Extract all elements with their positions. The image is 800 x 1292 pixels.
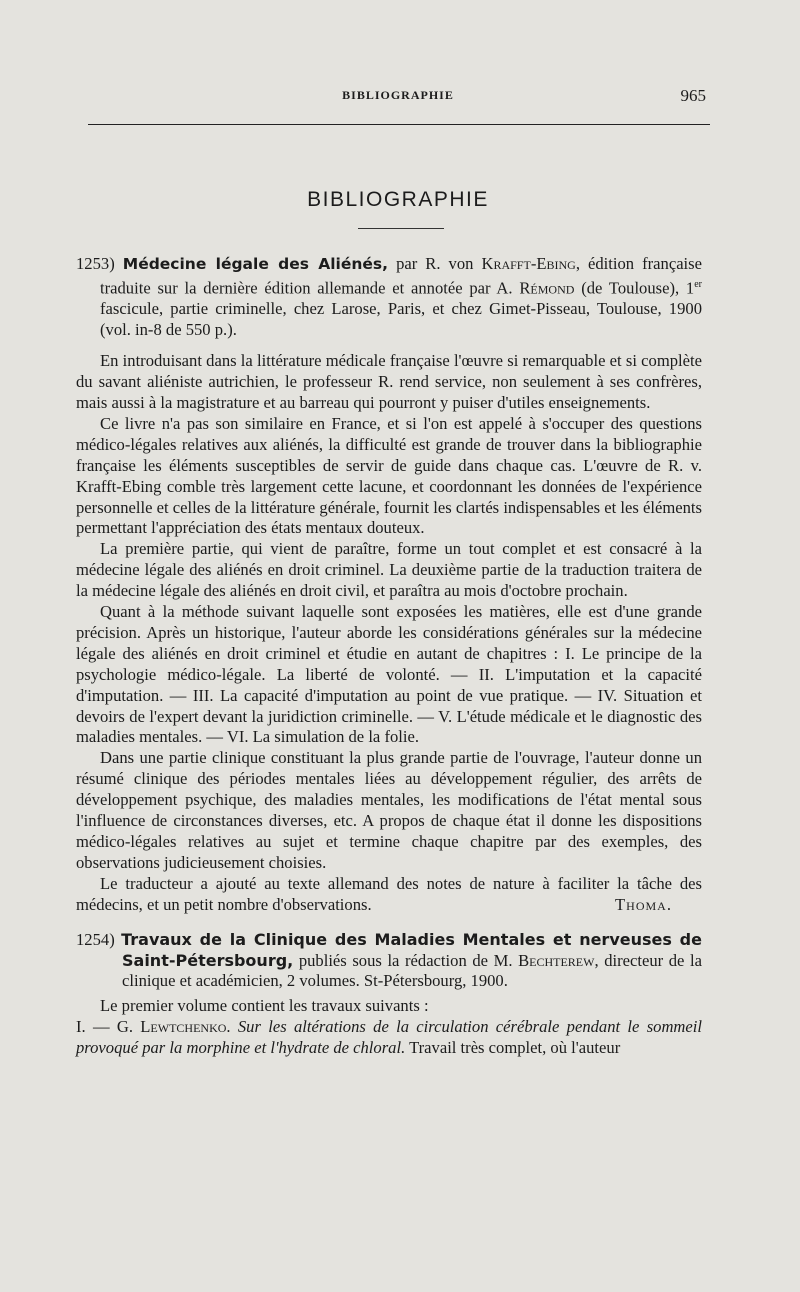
- citation-text: par R. von: [388, 254, 482, 273]
- entry-1254-citation: [76, 930, 702, 993]
- body-text: [76, 254, 702, 1059]
- entry-number: 1254): [76, 929, 115, 949]
- editor-name: Bechterew: [518, 950, 595, 970]
- section-title: BIBLIOGRAPHIE: [307, 188, 489, 211]
- citation-text: (de Toulouse), 1: [574, 278, 695, 298]
- paragraph: Le premier volume contient les travaux suivants :: [100, 996, 429, 1016]
- author-name: Krafft-Ebing: [481, 254, 576, 273]
- list-item: [76, 1017, 702, 1059]
- section-title-rule: [358, 228, 444, 229]
- citation-text: publiés sous la rédaction de M.: [293, 950, 519, 970]
- item-prefix: I. — G.: [76, 1017, 141, 1037]
- citation-text: fascicule, partie criminelle, chez Larose, Paris, et chez Gimet-Pisseau, Toulouse, 1900 (vol. in-8 de 550 p.).: [100, 299, 702, 340]
- item-rest: Travail très complet, où l'auteur: [405, 1038, 621, 1058]
- item-title: Sur les altérations de la circulation cérébrale pendant le sommeil provoqué par la morphine et l'hydrate de chloral.: [76, 1017, 703, 1058]
- item-sep: .: [226, 1017, 238, 1037]
- paragraph: Quant à la méthode suivant laquelle sont exposées les matières, elle est d'une grande précision. Après un historique, l'auteur aborde les considérations générales sur la médecine légale des aliénés en droit criminel et étudie en autant de chapitres : I. Le principe de la psychologie médico-légale. La liberté de volonté. — II. L'imputation et la capacité d'imputation. — III. La capacité d'imputation au point de vue pratique. — IV. Situation et devoirs de l'expert devant la juridiction criminelle. — V. L'étude médicale et le diagnostic des maladies mentales. — VI. La simulation de la folie.: [76, 602, 702, 747]
- running-head-title: BIBLIOGRAPHIE: [342, 88, 454, 102]
- translator-name: Rémond: [519, 278, 575, 298]
- page-number: 965: [680, 86, 706, 105]
- paragraph-text: Le traducteur a ajouté au texte allemand des notes de nature à faciliter la tâche des médecins, et un petit nombre d'observations.: [76, 873, 702, 914]
- entry-gap: [76, 916, 702, 930]
- item-author: Lewtchenko: [140, 1017, 227, 1037]
- paragraph: En introduisant dans la littérature médicale française l'œuvre si remarquable et si complète du savant aliéniste autrichien, le professeur R. rend service, non seulement à ses confrères, mais aussi à la magistrature et au barreau qui pourront y puiser d'utiles enseignements.: [76, 351, 702, 412]
- citation-text: , directeur de la clinique et académicien, 2 volumes. St-Pétersbourg, 1900.: [122, 950, 702, 991]
- superscript: er: [694, 278, 703, 290]
- entry-heading: Médecine légale des Aliénés,: [122, 255, 389, 273]
- entry-number: 1253): [76, 254, 115, 273]
- paragraph-last: [76, 874, 702, 916]
- paragraph: La première partie, qui vient de paraître, forme un tout complet et est consacré à la médecine légale des aliénés en droit criminel. La deuxième partie de la traduction traitera de la médecine légale des aliénés en droit civil, et paraîtra au mois d'octobre prochain.: [76, 539, 702, 601]
- signature: Thoma.: [615, 894, 672, 914]
- paragraph: Dans une partie clinique constituant la plus grande partie de l'ouvrage, l'auteur donne un résumé clinique des périodes mentales liées au développement régulier, des arrêts de développement psychique, des maladies mentales, les modifications de l'état mental sous l'influence de circonstances diverses, etc. A propos de chaque état il donne les dispositions médico-légales relatives au sujet et termine chaque chapitre par des exemples, des observations judicieusement choisies.: [76, 748, 702, 872]
- paragraph: Ce livre n'a pas son similaire en France, et si l'on est appelé à s'occuper des questions médico-légales relatives aux aliénés, la difficulté est grande de trouver dans la bibliographie française les éléments susceptibles de servir de guide dans chaque cas. L'œuvre de R. v. Krafft-Ebing comble très largement cette lacune, et coordonnant les données de l'expérience personnelle et celles de la littérature générale, fournit les clartés indispensables et les éléments permettant l'appréciation des états mentaux douteux.: [76, 413, 702, 538]
- running-head: [88, 86, 708, 108]
- entry-heading: Travaux de la Clinique des Maladies Mentales et nerveuses de Saint-Pétersbourg,: [121, 929, 702, 970]
- header-rule: [88, 124, 710, 125]
- entry-1253-citation: [76, 254, 702, 341]
- citation-text: , édition française traduite sur la dernière édition allemande et annotée par A.: [100, 254, 702, 298]
